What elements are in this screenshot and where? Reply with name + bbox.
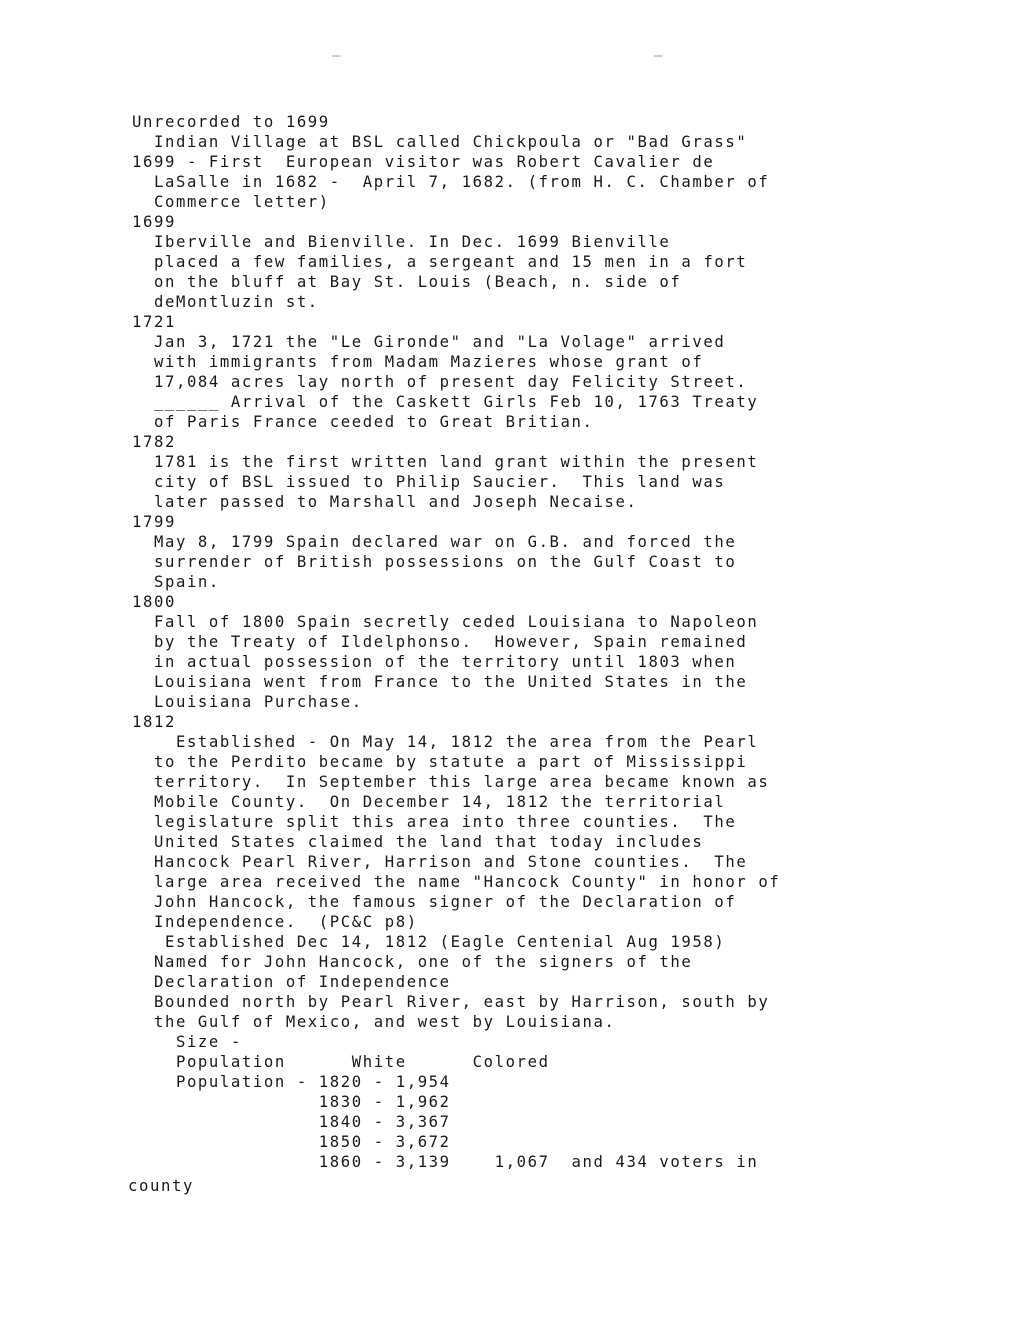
document-line: in actual possession of the territory until 1803 when [132,653,737,671]
document-line: Population - 1820 - 1,954 [132,1073,451,1091]
document-line: Indian Village at BSL called Chickpoula or "Bad Grass" [132,133,748,151]
document-line: surrender of British possessions on the Gulf Coast to [132,553,737,571]
document-line: Bounded north by Pearl River, east by Harrison, south by [132,993,770,1011]
document-line: ______ Arrival of the Caskett Girls Feb 10, 1763 Treaty [132,393,759,411]
document-line: deMontluzin st. [132,293,319,311]
document-line: John Hancock, the famous signer of the Declaration of [132,893,737,911]
document-line: 1799 [132,513,176,531]
document-line: later passed to Marshall and Joseph Necaise. [132,493,638,511]
document-line: 1699 [132,213,176,231]
document-line: Iberville and Bienville. In Dec. 1699 Bienville [132,233,671,251]
document-line: Louisiana Purchase. [132,693,363,711]
document-line: Jan 3, 1721 the "Le Gironde" and "La Volage" arrived [132,333,726,351]
document-line: of Paris France ceeded to Great Britian. [132,413,594,431]
document-line: Named for John Hancock, one of the signers of the [132,953,693,971]
document-line: Population White Colored [132,1053,550,1071]
document-line: Independence. (PC&C p8) [132,913,418,931]
document-line: Louisiana went from France to the United States in the [132,673,748,691]
document-line: 1850 - 3,672 [132,1133,451,1151]
document-line: 1782 [132,433,176,451]
document-line: by the Treaty of Ildelphonso. However, Spain remained [132,633,748,651]
document-line: Established - On May 14, 1812 the area from the Pearl [132,733,759,751]
document-line: on the bluff at Bay St. Louis (Beach, n. side of [132,273,682,291]
document-line: Mobile County. On December 14, 1812 the territorial [132,793,726,811]
document-line: 1830 - 1,962 [132,1093,451,1111]
document-line: LaSalle in 1682 - April 7, 1682. (from H. C. Chamber of [132,173,770,191]
document-line: territory. In September this large area became known as [132,773,770,791]
document-line: Fall of 1800 Spain secretly ceded Louisiana to Napoleon [132,613,759,631]
document-line: legislature split this area into three counties. The [132,813,737,831]
document-line: Size - [132,1033,242,1051]
document-line: county [128,1177,194,1195]
document-line: large area received the name "Hancock County" in honor of [132,873,781,891]
scan-mark-left: ― [332,48,341,64]
document-line: Unrecorded to 1699 [132,113,330,131]
document-text [128,112,852,1196]
document-line: city of BSL issued to Philip Saucier. This land was [132,473,726,491]
document-line: with immigrants from Madam Mazieres whose grant of [132,353,704,371]
document-line: Declaration of Independence [132,973,451,991]
document-line: 1699 - First European visitor was Robert Cavalier de [132,153,715,171]
document-line: 1860 - 3,139 1,067 and 434 voters in [132,1153,759,1171]
document-line: the Gulf of Mexico, and west by Louisiana. [132,1013,616,1031]
scan-mark-right: ― [654,48,663,64]
document-line: 1800 [132,593,176,611]
document-line: Hancock Pearl River, Harrison and Stone counties. The [132,853,748,871]
document-line: Commerce letter) [132,193,330,211]
document-line: 1721 [132,313,176,331]
document-line: to the Perdito became by statute a part of Mississippi [132,753,748,771]
document-line: Established Dec 14, 1812 (Eagle Centenial Aug 1958) [132,933,726,951]
document-line: 1812 [132,713,176,731]
document-line: United States claimed the land that today includes [132,833,704,851]
document-line: 1781 is the first written land grant within the present [132,453,759,471]
document-line: placed a few families, a sergeant and 15 men in a fort [132,253,748,271]
document-line: 1840 - 3,367 [132,1113,451,1131]
document-line: 17,084 acres lay north of present day Felicity Street. [132,373,748,391]
document-line: Spain. [132,573,220,591]
document-line: May 8, 1799 Spain declared war on G.B. and forced the [132,533,737,551]
